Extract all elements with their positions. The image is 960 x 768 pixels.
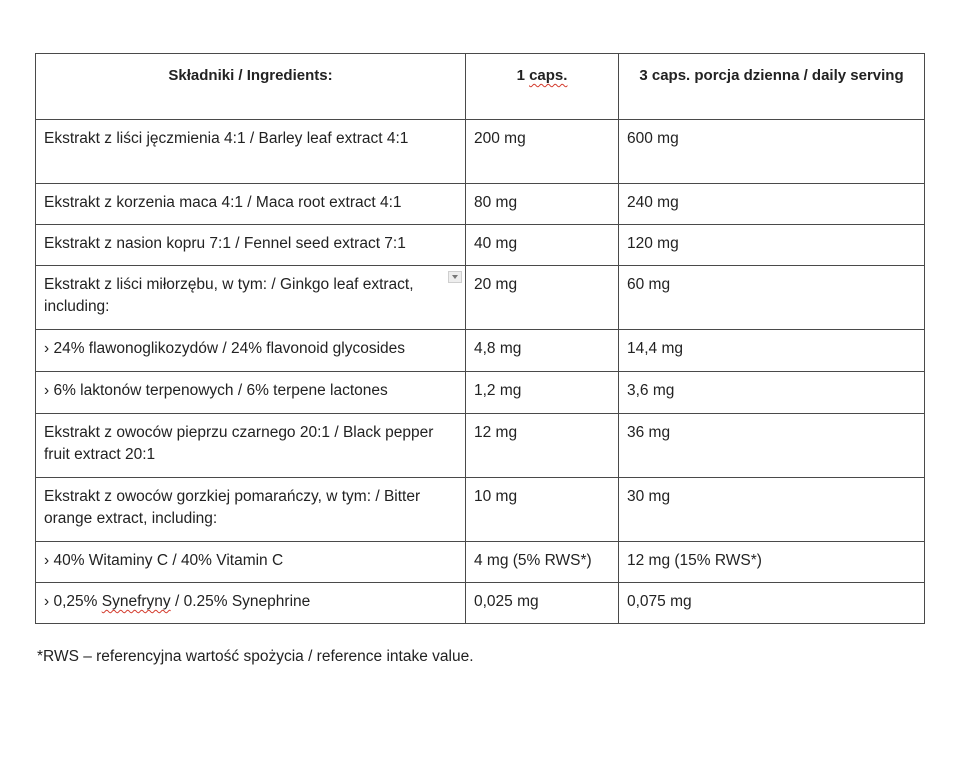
ingredient-cell: Ekstrakt z owoców pieprzu czarnego 20:1 / Black pepper fruit extract 20:1 [36,414,466,478]
daily-serving-cell: 120 mg [619,225,925,266]
daily-serving-cell: 14,4 mg [619,330,925,372]
table-row [36,330,925,372]
ingredients-table [35,53,925,624]
ingredient-cell: Ekstrakt z owoców gorzkiej pomarańczy, w tym: / Bitter orange extract, including: [36,478,466,542]
table-row [36,266,925,330]
per-capsule-cell: 12 mg [466,414,619,478]
daily-serving-cell: 12 mg (15% RWS*) [619,542,925,583]
table-row [36,478,925,542]
daily-serving-cell: 600 mg [619,120,925,184]
per-capsule-cell: 0,025 mg [466,583,619,624]
ingredient-cell: Ekstrakt z korzenia maca 4:1 / Maca root extract 4:1 [36,184,466,225]
cell-dropdown-icon[interactable] [448,271,462,283]
header-daily-serving: 3 caps. porcja dzienna / daily serving [619,54,925,120]
table-row [36,120,925,184]
per-capsule-cell: 40 mg [466,225,619,266]
table-row [36,414,925,478]
header-per-capsule [466,54,619,120]
per-capsule-cell: 200 mg [466,120,619,184]
table-header-row [36,54,925,120]
table-row [36,184,925,225]
table-row [36,372,925,414]
daily-serving-cell: 3,6 mg [619,372,925,414]
daily-serving-cell: 30 mg [619,478,925,542]
ingredient-cell: Ekstrakt z nasion kopru 7:1 / Fennel seed extract 7:1 [36,225,466,266]
ingredient-cell [36,583,466,624]
ingredient-suffix: / 0.25% Synephrine [170,593,311,610]
daily-serving-cell: 36 mg [619,414,925,478]
ingredient-cell: › 6% laktonów terpenowych / 6% terpene lactones [36,372,466,414]
daily-serving-cell: 240 mg [619,184,925,225]
ingredient-word: Synefryny [101,593,171,610]
ingredient-text: Ekstrakt z liści miłorzębu, w tym: / Ginkgo leaf extract, including: [44,276,414,315]
per-capsule-cell: 4 mg (5% RWS*) [466,542,619,583]
table-row [36,225,925,266]
per-capsule-cell: 80 mg [466,184,619,225]
footnote: *RWS – referencyjna wartość spożycia / reference intake value. [37,648,474,665]
ingredient-cell: Ekstrakt z liści jęczmienia 4:1 / Barley leaf extract 4:1 [36,120,466,184]
ingredient-cell [36,266,466,330]
daily-serving-cell: 60 mg [619,266,925,330]
per-capsule-cell: 20 mg [466,266,619,330]
per-capsule-cell: 4,8 mg [466,330,619,372]
table-row [36,583,925,624]
ingredient-cell: › 24% flawonoglikozydów / 24% flavonoid glycosides [36,330,466,372]
header-per-capsule-word: caps. [529,67,568,84]
daily-serving-cell: 0,075 mg [619,583,925,624]
table-row [36,542,925,583]
ingredient-cell: › 40% Witaminy C / 40% Vitamin C [36,542,466,583]
ingredient-prefix: › 0,25% [44,593,102,610]
per-capsule-cell: 1,2 mg [466,372,619,414]
header-ingredients: Składniki / Ingredients: [36,54,466,120]
header-per-capsule-prefix: 1 [516,67,530,84]
per-capsule-cell: 10 mg [466,478,619,542]
